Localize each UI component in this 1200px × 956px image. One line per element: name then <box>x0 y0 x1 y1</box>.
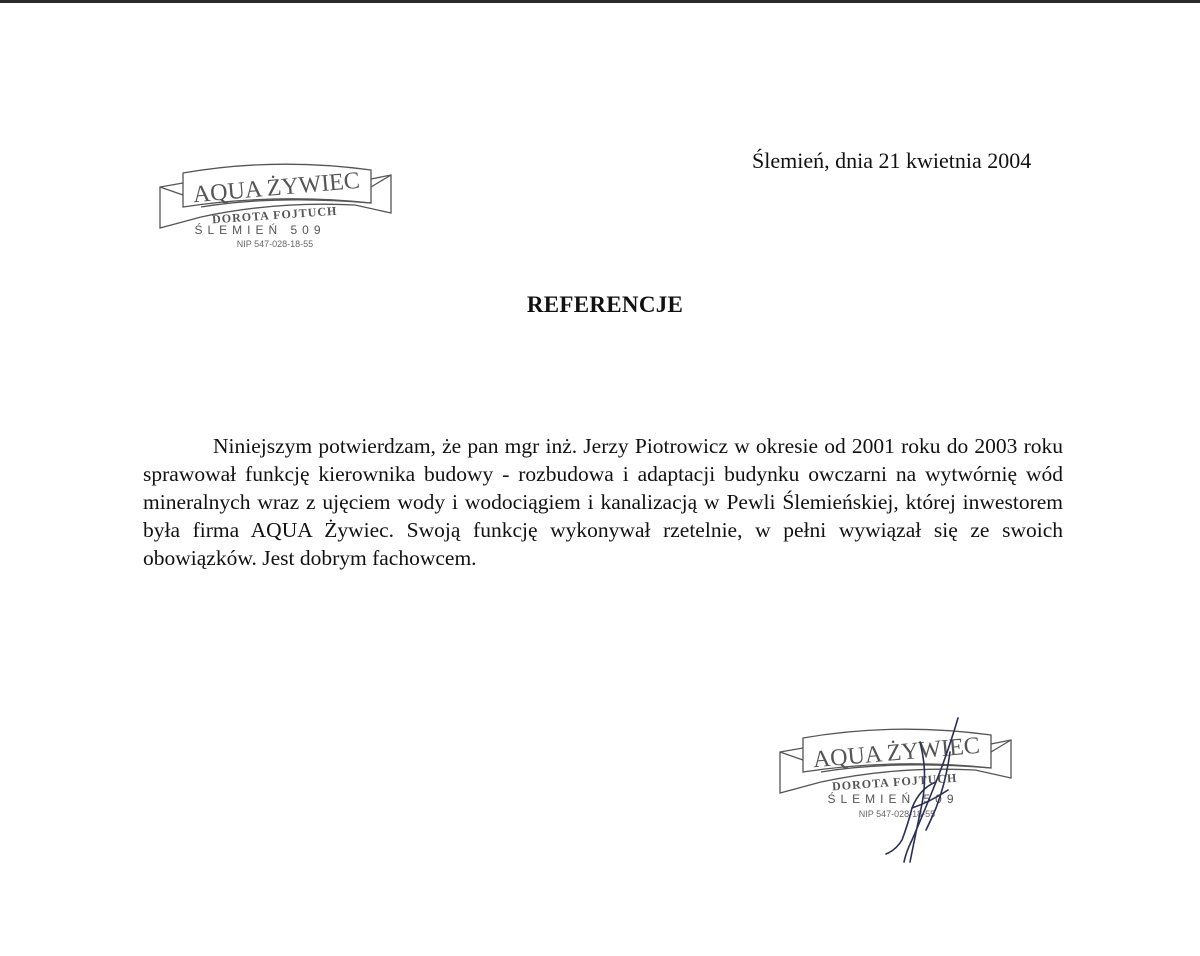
signature-strokes <box>850 712 980 877</box>
stamp-company-name: AQUA ŻYWIEC <box>811 732 981 774</box>
scan-top-border <box>0 0 1200 3</box>
stamp-address: ŚLEMIEŃ 509 <box>194 223 326 237</box>
stamp-nip: NIP 547-028-18-55 <box>236 239 314 249</box>
reference-body-text: Niniejszym potwierdzam, że pan mgr inż. Jerzy Piotrowicz w okresie od 2001 roku do 2003 roku sprawował funkcję kierownika budowy - rozbudowa i adaptacji budynku owczarni na wytwórnię wód mineralnych wraz z ujęciem wody i wodociągiem i kanalizacją w Pewli Ślemieńskiej, której inwestorem była firma AQUA Żywiec. Swoją funkcję wykonywał rzetelnie, w pełni wywiązał się ze swoich obowiązków. Jest dobrym fachowcem. <box>143 434 1063 570</box>
handwritten-signature <box>850 712 980 882</box>
document-title: REFERENCJE <box>526 292 684 317</box>
stamp-owner-name: DOROTA FOJTUCH <box>211 203 338 227</box>
stamp-company-name: AQUA ŻYWIEC <box>191 167 361 209</box>
stamp-graphic <box>155 155 400 255</box>
place-and-date: Ślemień, dnia 21 kwietnia 2004 <box>752 148 1032 173</box>
company-stamp-top <box>155 155 400 260</box>
stamp-owner-name: DOROTA FOJTUCH <box>831 770 958 794</box>
stamp-nip: NIP 547-028-18-55 <box>858 809 936 819</box>
stamp-address: ŚLEMIEŃ 509 <box>827 792 959 806</box>
